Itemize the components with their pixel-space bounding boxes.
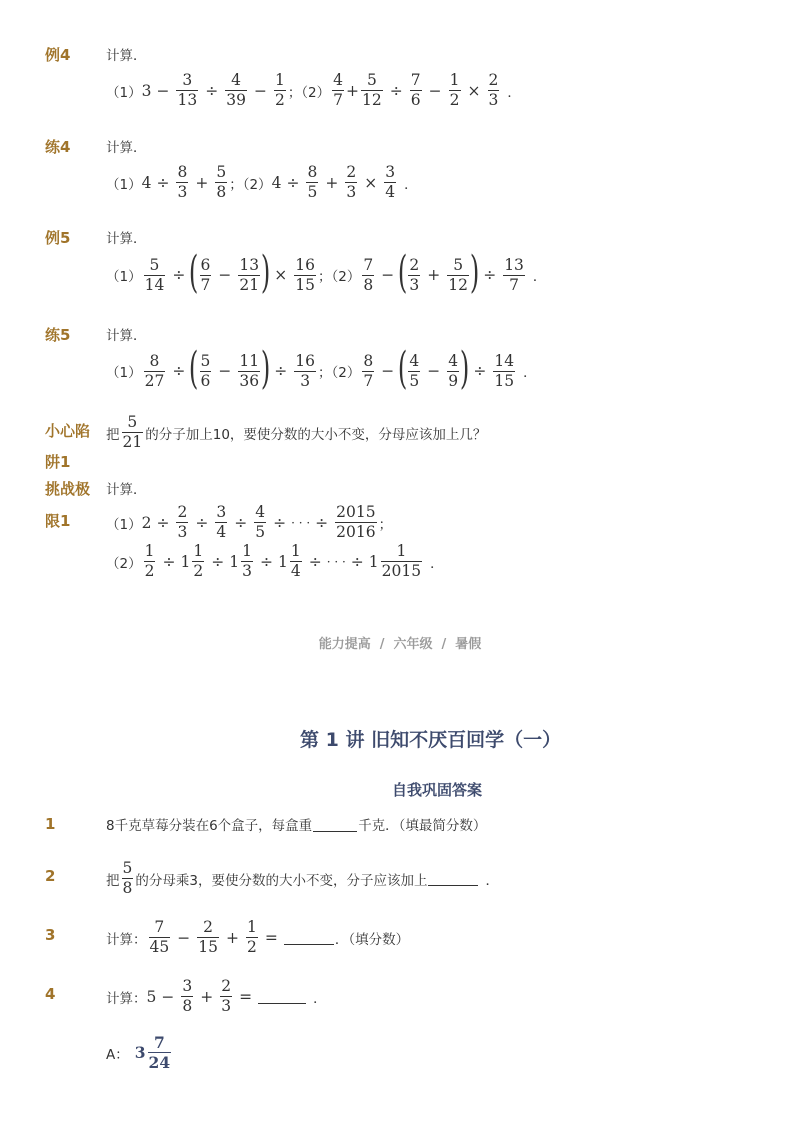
- period: ．: [430, 555, 444, 572]
- right-parenthesis: ): [460, 343, 470, 394]
- part-2-marker: ；（2）: [287, 84, 331, 101]
- question-1-number: 1: [45, 815, 56, 833]
- left-parenthesis: (: [398, 247, 408, 298]
- question-2-number: 2: [45, 867, 56, 885]
- practice-5-instruction: 计算．: [106, 328, 147, 344]
- part-2-marker: ；（2）: [318, 269, 361, 285]
- divide-sign: ÷: [473, 362, 487, 380]
- answer-blank[interactable]: [258, 989, 306, 1004]
- fraction: $\frac{7}{45}$: [149, 918, 170, 956]
- fraction: $\frac{7}{8}$: [363, 255, 374, 294]
- plus-sign: +: [346, 81, 360, 100]
- fraction: $\frac{1}{3}$: [242, 542, 252, 580]
- plus-sign: +: [200, 987, 214, 1006]
- answer-blank[interactable]: [284, 930, 334, 945]
- question-3-number: 3: [45, 926, 56, 944]
- times-sign: ×: [467, 81, 481, 100]
- part-1-marker: （1）: [106, 176, 142, 193]
- fraction: $\frac{8}{5}$: [307, 163, 318, 201]
- fraction: $\frac{4}{7}$: [333, 71, 344, 109]
- text: ．（填分数）: [334, 931, 410, 948]
- challenge-1-label-line1: 挑战极: [45, 480, 91, 498]
- part-1-marker: （1）: [106, 269, 142, 285]
- answer-prefix: A：: [106, 1046, 129, 1063]
- fraction: $\frac{7}{24}$: [148, 1033, 171, 1072]
- footer-separator: /: [441, 637, 447, 652]
- number: 4: [271, 173, 282, 192]
- times-sign: ×: [364, 173, 378, 192]
- fraction: $\frac{5}{14}$: [144, 255, 165, 294]
- fraction: $\frac{1}{2}$: [193, 542, 204, 580]
- ellipsis: · · ·: [291, 515, 311, 530]
- whole-part: 3: [134, 1043, 146, 1062]
- text: 计算：: [106, 931, 147, 948]
- fraction: $\frac{1}{2}$: [449, 71, 460, 109]
- question-4-answer: [106, 1034, 173, 1071]
- fraction: $\frac{2}{3}$: [221, 977, 232, 1015]
- text: 把: [106, 872, 120, 889]
- fraction: $\frac{5}{6}$: [200, 351, 211, 390]
- fraction: $\frac{1}{2}$: [246, 918, 257, 956]
- question-4-text: [106, 978, 327, 1015]
- period: ．: [313, 990, 327, 1007]
- minus-sign: −: [218, 266, 232, 284]
- plus-sign: +: [225, 928, 239, 947]
- right-parenthesis: ): [260, 247, 271, 298]
- whole-part: 1: [229, 552, 240, 571]
- fraction: $\frac{1}{2}$: [274, 71, 285, 109]
- practice-4-expression: [106, 164, 418, 201]
- text: 的分子加上10，要使分数的大小不变，分母应该加上几？: [145, 426, 487, 443]
- fraction: $\frac{4}{5}$: [409, 351, 420, 390]
- fraction: $\frac{3}{8}$: [182, 977, 193, 1015]
- divide-sign: ÷: [274, 362, 288, 380]
- practice-4-instruction: 计算．: [106, 140, 147, 156]
- times-sign: ×: [274, 266, 288, 284]
- fraction: $\frac{8}{3}$: [177, 163, 188, 201]
- answer-blank[interactable]: [428, 871, 478, 886]
- fraction: $\frac{1}{2}$: [144, 542, 155, 580]
- part-2-marker: ；（2）: [229, 176, 272, 193]
- minus-sign: −: [218, 362, 232, 380]
- example-5-instruction: 计算．: [106, 231, 147, 247]
- fraction: $\frac{2}{3}$: [346, 163, 357, 201]
- number: 3: [141, 81, 152, 100]
- equals-sign: =: [264, 928, 278, 947]
- fraction: $\frac{4}{9}$: [448, 351, 459, 390]
- example-5-expression: [106, 247, 547, 298]
- period: ．: [532, 269, 547, 285]
- plus-sign: +: [427, 266, 441, 284]
- fraction: $\frac{3}{4}$: [385, 163, 396, 201]
- divide-sign: ÷: [483, 266, 497, 284]
- minus-sign: −: [427, 362, 441, 380]
- divide-sign: ÷: [389, 81, 403, 100]
- divide-sign: ÷: [156, 173, 170, 192]
- part-1-marker: （1）: [106, 516, 142, 533]
- challenge-1-expression-1: [106, 504, 392, 541]
- lecture-title: 第 1 讲 旧知不厌百回学（一）: [300, 729, 562, 751]
- example-4-expression: [106, 72, 521, 109]
- left-parenthesis: (: [189, 343, 199, 394]
- divide-sign: ÷: [308, 552, 322, 571]
- period: ．: [507, 84, 521, 101]
- fraction: $\frac{5}{12}$: [448, 255, 469, 294]
- question-3-text: [106, 919, 409, 956]
- fraction: $\frac{14}{15}$: [494, 351, 515, 390]
- fraction: $\frac{16}{3}$: [295, 351, 316, 390]
- minus-sign: −: [428, 81, 442, 100]
- divide-sign: ÷: [172, 266, 186, 284]
- divide-sign: ÷: [156, 513, 170, 532]
- minus-sign: −: [381, 266, 395, 284]
- question-1-text: [106, 814, 486, 834]
- challenge-1-label-line2: 限1: [45, 512, 71, 530]
- answer-section-title: 自我巩固答案: [392, 781, 483, 799]
- challenge-1-instruction: 计算．: [106, 482, 147, 498]
- part-1-marker: （1）: [106, 365, 142, 381]
- footer-item: 暑假: [455, 637, 482, 652]
- part-2-marker: ；（2）: [318, 365, 361, 381]
- practice-4-label: 练4: [45, 138, 71, 156]
- fraction: $\frac{3}{13}$: [177, 71, 198, 109]
- plus-sign: +: [325, 173, 339, 192]
- divide-sign: ÷: [315, 513, 329, 532]
- right-parenthesis: ): [469, 247, 480, 298]
- answer-blank[interactable]: [313, 817, 357, 832]
- text: 把: [106, 426, 120, 443]
- number: 5: [146, 987, 157, 1006]
- fraction: $\frac{8}{7}$: [363, 351, 374, 390]
- part-2-marker: （2）: [106, 555, 142, 572]
- footer-item: 能力提高: [318, 637, 371, 652]
- left-parenthesis: (: [189, 247, 199, 298]
- whole-part: 1: [180, 552, 191, 571]
- fraction: $\frac{16}{15}$: [295, 255, 316, 294]
- left-parenthesis: (: [398, 343, 408, 394]
- question-2-text: [106, 860, 499, 897]
- challenge-1-expression-2: [106, 543, 444, 580]
- minus-sign: −: [177, 928, 191, 947]
- minus-sign: −: [381, 362, 395, 380]
- whole-part: 1: [277, 552, 288, 571]
- divide-sign: ÷: [205, 81, 219, 100]
- fraction: $\frac{5}{8}$: [122, 859, 133, 897]
- minus-sign: −: [156, 81, 170, 100]
- divide-sign: ÷: [234, 513, 248, 532]
- text: 8千克草莓分装在6个盒子，每盒重: [106, 818, 313, 834]
- fraction: $\frac{2}{3}$: [409, 255, 420, 294]
- trap-1-label-line1: 小心陷: [45, 422, 91, 440]
- divide-sign: ÷: [286, 173, 300, 192]
- practice-5-expression: [106, 343, 537, 394]
- plus-sign: +: [195, 173, 209, 192]
- fraction: $\frac{8}{27}$: [144, 351, 165, 390]
- fraction: $\frac{11}{36}$: [239, 351, 260, 390]
- fraction: $\frac{6}{7}$: [200, 255, 211, 294]
- fraction: $\frac{1}{2015}$: [381, 542, 422, 580]
- page-footer: [0, 633, 800, 652]
- divide-sign: ÷: [350, 552, 364, 571]
- trap-1-label-line2: 阱1: [45, 453, 71, 471]
- fraction: $\frac{2}{3}$: [177, 503, 188, 541]
- footer-separator: /: [379, 637, 385, 652]
- fraction: $\frac{7}{6}$: [410, 71, 421, 109]
- fraction: $\frac{1}{4}$: [290, 542, 301, 580]
- period: ．: [523, 365, 537, 381]
- divide-sign: ÷: [211, 552, 225, 571]
- fraction: $\frac{2}{3}$: [488, 71, 499, 109]
- fraction: $\frac{5}{8}$: [216, 163, 227, 201]
- ellipsis: · · ·: [326, 554, 346, 569]
- fraction: $\frac{2}{15}$: [198, 918, 218, 956]
- right-parenthesis: ): [260, 343, 271, 394]
- equals-sign: =: [239, 987, 253, 1006]
- fraction: $\frac{2015}{2016}$: [336, 503, 376, 541]
- text: 的分母乘3，要使分数的大小不变，分子应该加上: [135, 872, 428, 889]
- divide-sign: ÷: [195, 513, 209, 532]
- fraction: $\frac{5}{21}$: [122, 413, 143, 451]
- fraction: $\frac{3}{4}$: [216, 503, 227, 541]
- part-1-marker: （1）: [106, 84, 142, 101]
- example-4-instruction: 计算．: [106, 48, 147, 64]
- divide-sign: ÷: [273, 513, 287, 532]
- example-4-label: 例4: [45, 46, 71, 64]
- whole-part: 1: [368, 552, 379, 571]
- period: ．: [404, 176, 418, 193]
- divide-sign: ÷: [172, 362, 186, 380]
- fraction: $\frac{4}{5}$: [255, 503, 266, 541]
- text: 计算：: [106, 990, 147, 1007]
- number: 2: [141, 513, 152, 532]
- trap-1-question: [106, 414, 486, 451]
- number: 4: [141, 173, 152, 192]
- semicolon: ；: [378, 516, 393, 533]
- example-5-label: 例5: [45, 229, 71, 247]
- text: 千克．（填最简分数）: [358, 818, 487, 834]
- fraction: $\frac{13}{21}$: [239, 255, 260, 294]
- fraction: $\frac{13}{7}$: [504, 255, 524, 294]
- divide-sign: ÷: [162, 552, 176, 571]
- period: ．: [485, 872, 499, 889]
- question-4-number: 4: [45, 985, 56, 1003]
- minus-sign: −: [161, 987, 175, 1006]
- fraction: $\frac{5}{12}$: [362, 71, 382, 109]
- practice-5-label: 练5: [45, 326, 71, 344]
- fraction: $\frac{4}{39}$: [226, 71, 246, 109]
- divide-sign: ÷: [259, 552, 273, 571]
- footer-item: 六年级: [393, 637, 433, 652]
- minus-sign: −: [253, 81, 267, 100]
